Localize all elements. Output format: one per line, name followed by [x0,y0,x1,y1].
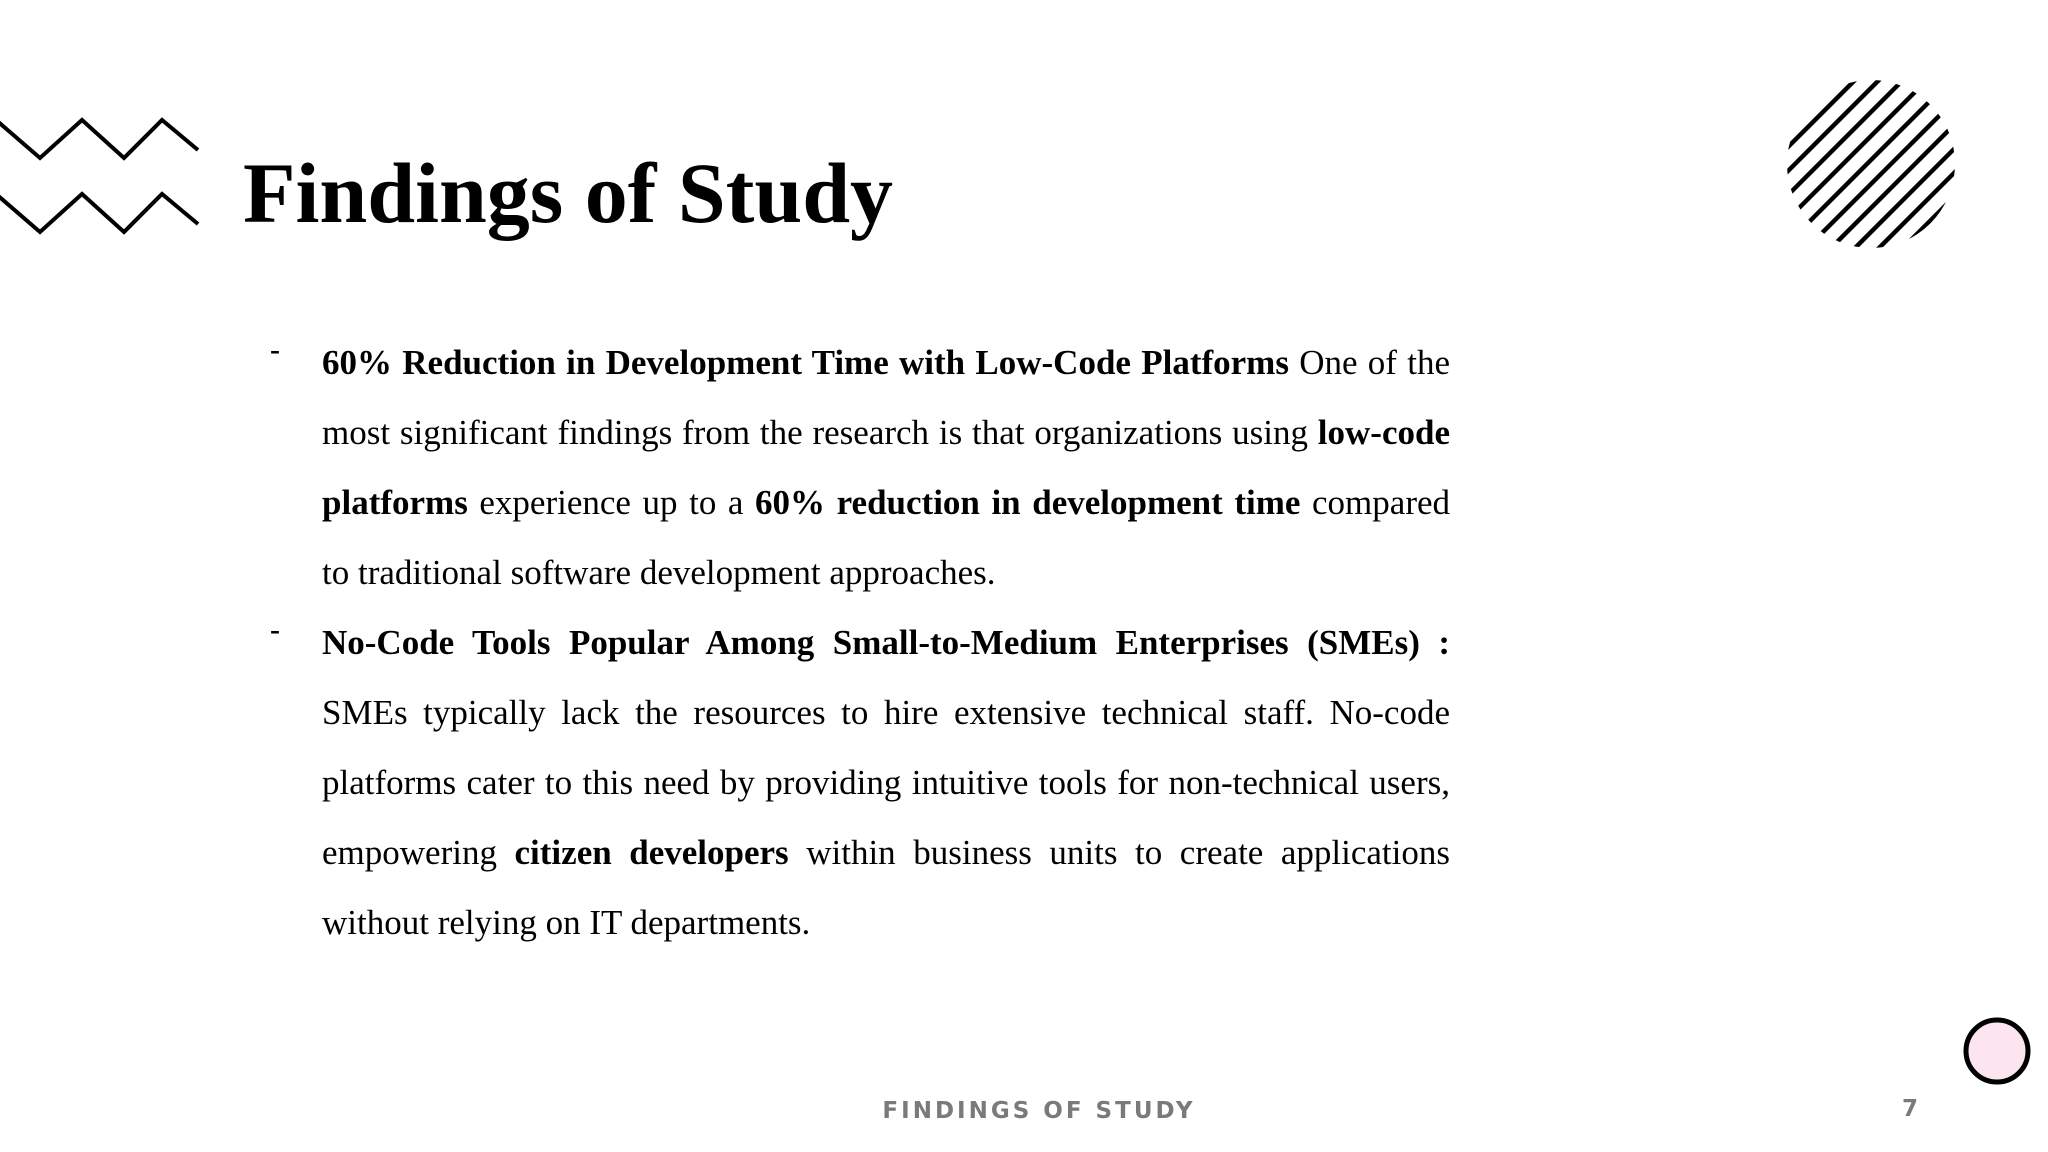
findings-list [268,328,1450,958]
bullet-heading: 60% Reduction in Development Time with Low-Code Platforms [322,343,1289,382]
bullet-body: One of the most significant findings from the research is that organizations using [322,343,1450,452]
footer-title: FINDINGS OF STUDY [882,1098,1196,1124]
list-item [268,608,1450,958]
bullet-text [322,608,1450,958]
bullet-emphasis: 60% reduction in development time [755,483,1301,522]
page-number: 7 [1901,1096,1918,1122]
bullet-body: SMEs typically lack the resources to hire extensive technical staff. No-code platforms cater to this need by providing intuitive tools for non-technical users, empowering [322,693,1450,872]
zigzag-lines-icon [0,110,200,240]
bullet-marker: - [270,333,280,366]
bullet-body: experience up to a [467,483,756,522]
bullet-emphasis: citizen developers [514,833,789,872]
pink-circle-icon [1962,1016,2032,1086]
bullet-body: compared to traditional software development approaches. [322,483,1451,592]
bullet-heading: No-Code Tools Popular Among Small-to-Medium Enterprises (SMEs) : [322,623,1450,662]
list-item [268,328,1450,608]
slide-title: Findings of Study [243,145,894,241]
bullet-body: within business units to create applications without relying on IT departments. [322,833,1451,942]
bullet-emphasis: low-code platforms [322,413,1450,522]
striped-circle-icon [1785,78,1957,250]
bullet-text [322,328,1450,608]
bullet-marker: - [270,613,280,646]
